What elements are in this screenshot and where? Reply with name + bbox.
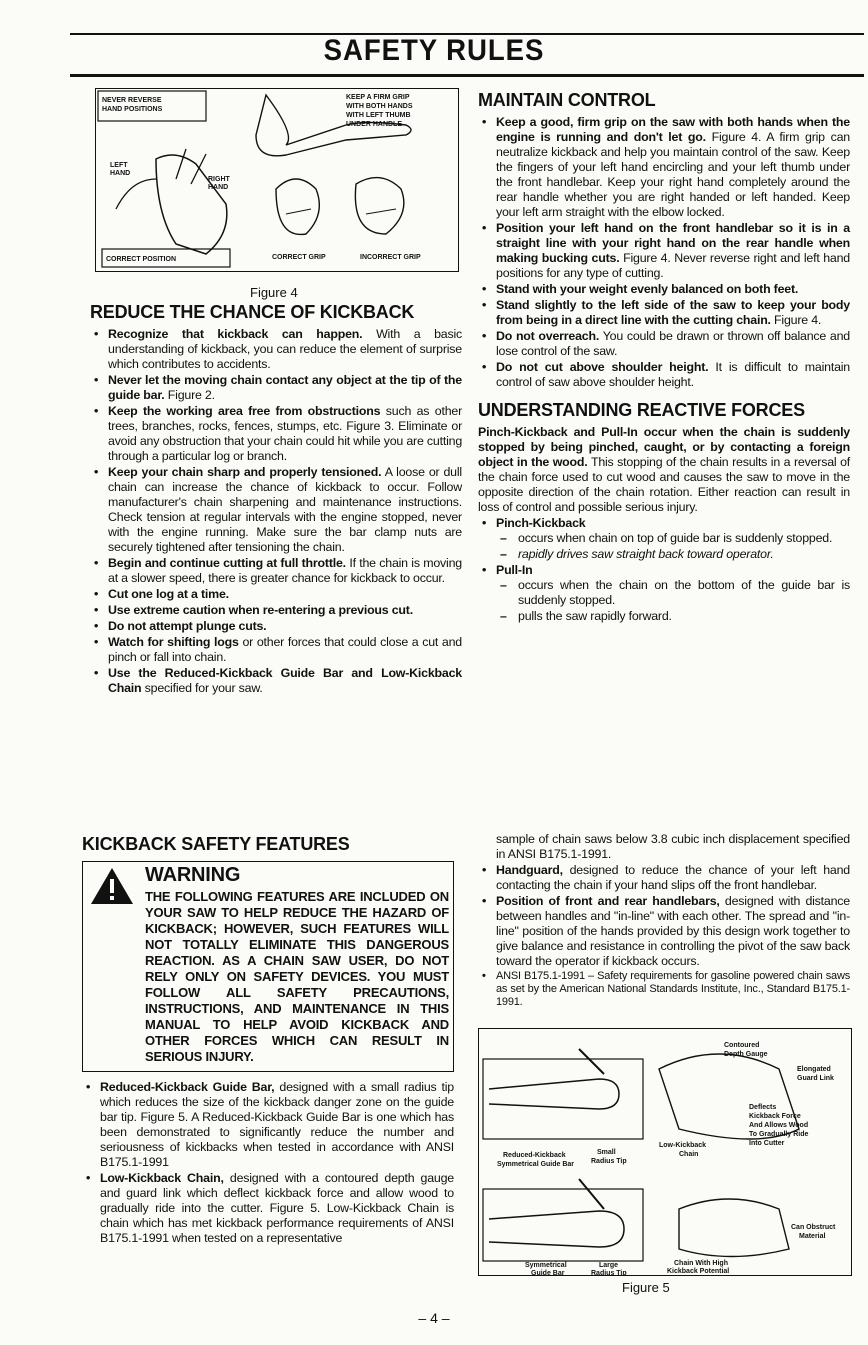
title-rule xyxy=(70,74,864,77)
never-reverse-label: NEVER REVERSE xyxy=(102,97,162,104)
safety-features-section xyxy=(82,832,454,1247)
svg-text:LEFT: LEFT xyxy=(110,162,128,169)
page-title: SAFETY RULES xyxy=(323,34,545,67)
list-item: • Handguard, designed to reduce the chance of your left hand contacting the chain if your hand slips off the front handlebar. xyxy=(478,863,850,893)
list-item: • Pinch-Kickback – occurs when chain on top of guide bar is suddenly stopped. – rapidly drives saw straight back toward operator. xyxy=(478,516,850,562)
warning-triangle-icon xyxy=(89,866,135,906)
svg-text:Chain With High: Chain With High xyxy=(674,1260,728,1267)
list-item: • Pull-In – occurs when the chain on the bottom of the guide bar is suddenly stopped. – pulls the saw rapidly forward. xyxy=(478,563,850,624)
svg-text:Kickback Force: Kickback Force xyxy=(749,1113,801,1120)
figure-4-illustration xyxy=(95,88,459,272)
svg-text:KEEP A FIRM GRIP: KEEP A FIRM GRIP xyxy=(346,94,410,101)
svg-text:To Gradually Ride: To Gradually Ride xyxy=(749,1131,809,1138)
svg-text:Low-Kickback: Low-Kickback xyxy=(659,1142,707,1149)
list-item: • Never let the moving chain contact any object at the tip of the guide bar. Figure 2. xyxy=(90,373,462,403)
safety-features-continued xyxy=(478,832,850,1010)
list-item: • Reduced-Kickback Guide Bar, designed with a small radius tip which reduces the size of the kickback danger zone on the guide bar tip. Figure 5. A Reduced-Kickback Guide Bar is one which has been demonstrated to significantly reduce the number and seriousness of kickbacks when tested in accordance with ANSI B175.1-1991 xyxy=(82,1080,454,1170)
features-list-continued xyxy=(478,863,850,1009)
kickback-list xyxy=(90,327,462,696)
warning-box xyxy=(82,861,454,1072)
svg-text:Elongated: Elongated xyxy=(797,1066,831,1073)
maintain-control-heading: MAINTAIN CONTROL xyxy=(478,90,656,110)
kickback-heading: REDUCE THE CHANCE OF KICKBACK xyxy=(90,302,415,322)
list-item: • Stand with your weight evenly balanced on both feet. xyxy=(478,282,850,297)
figure-4-caption: Figure 4 xyxy=(250,285,298,300)
features-heading: KICKBACK SAFETY FEATURES xyxy=(82,834,350,854)
svg-text:Can Obstruct: Can Obstruct xyxy=(791,1224,836,1231)
figure-5-illustration xyxy=(478,1028,852,1276)
warning-text: THE FOLLOWING FEATURES ARE INCLUDED ON YOUR SAW TO HELP REDUCE THE HAZARD OF KICKBACK; HOWEVER, SUCH FEATURES WILL NOT TOTALLY ELIMINATE THIS DANGEROUS REACTION. AS A CHAIN SAW USER, DO NOT RELY ONLY ON SAFETY DEVICES. YOU MUST FOLLOW ALL SAFETY PRECAUTIONS, INSTRUCTIONS, AND MAINTENANCE IN THIS MANUAL TO HELP AVOID KICKBACK AND OTHER FORCES WHICH CAN RESULT IN SERIOUS INJURY. xyxy=(145,889,449,1064)
list-item: • Position of front and rear handlebars, designed with distance between handles and "in-line" with each other. The spread and "in-line" position of the hands provided by this design work together to give balance and resistance in controlling the pivot of the saw back toward the operator if kickback occurs. xyxy=(478,894,850,969)
svg-text:Symmetrical: Symmetrical xyxy=(525,1262,567,1269)
svg-text:Radius Tip: Radius Tip xyxy=(591,1270,627,1275)
list-item: – occurs when the chain on the bottom of the guide bar is suddenly stopped. xyxy=(500,578,850,608)
list-item: • Keep your chain sharp and properly tensioned. A loose or dull chain can increase the chance of kickback to occur. Follow manufacturer's chain sharpening and maintenance instructions. Check tension at regular intervals with the engine stopped, never with the engine running. Make sure the bar clamp nuts are securely tightened after tensioning the chain. xyxy=(90,465,462,555)
svg-text:WITH BOTH HANDS: WITH BOTH HANDS xyxy=(346,103,413,110)
reactive-list xyxy=(478,516,850,624)
svg-text:Kickback Potential: Kickback Potential xyxy=(667,1268,730,1275)
list-item: • Do not cut above shoulder height. It is difficult to maintain control of saw above shoulder height. xyxy=(478,360,850,390)
list-item: – occurs when chain on top of guide bar is suddenly stopped. xyxy=(500,531,850,546)
list-item: • Stand slightly to the left side of the saw to keep your body from being in a direct line with the cutting chain. Figure 4. xyxy=(478,298,850,328)
list-item: – rapidly drives saw straight back toward operator. xyxy=(500,547,850,562)
svg-text:HAND POSITIONS: HAND POSITIONS xyxy=(102,106,163,113)
svg-text:Reduced-Kickback: Reduced-Kickback xyxy=(503,1152,566,1159)
control-and-forces-section xyxy=(478,88,850,625)
list-item: • Use the Reduced-Kickback Guide Bar and Low-Kickback Chain specified for your saw. xyxy=(90,666,462,696)
svg-text:Guard Link: Guard Link xyxy=(797,1075,834,1082)
svg-text:Large: Large xyxy=(599,1262,619,1269)
reactive-intro: Pinch-Kickback and Pull-In occur when the chain is suddenly stopped by being pinched, caught, or by contacting a foreign object in the wood. This stopping of the chain results in a reversal of the chain force used to cut wood and causes the saw to move in the opposite direction of the chain rotation. Either reaction can result in loss of control and possible serious injury. xyxy=(478,425,850,514)
svg-text:Symmetrical Guide Bar: Symmetrical Guide Bar xyxy=(497,1161,575,1168)
page-number: – 4 – xyxy=(418,1310,450,1326)
continued-text: sample of chain saws below 3.8 cubic inch displacement specified in ANSI B175.1-1991. xyxy=(496,832,850,861)
svg-text:HAND: HAND xyxy=(208,184,229,191)
hand-position-drawing xyxy=(96,89,458,271)
list-item: • ANSI B175.1-1991 – Safety requirements for gasoline powered chain saws as set by the American National Standards Institute, Inc., Standard B175.1-1991. xyxy=(478,970,850,1009)
list-item: • Begin and continue cutting at full throttle. If the chain is moving at a slower speed, there is greater chance for kickback to occur. xyxy=(90,556,462,586)
list-item: • Keep the working area free from obstructions such as other trees, branches, rocks, fences, stumps, etc. Figure 3. Eliminate or avoid any obstruction that your chain could hit while you are cutting through a particular log or branch. xyxy=(90,404,462,464)
svg-text:HAND: HAND xyxy=(110,170,131,177)
list-item: – pulls the saw rapidly forward. xyxy=(500,609,850,624)
reactive-forces-heading: UNDERSTANDING REACTIVE FORCES xyxy=(478,400,805,420)
svg-text:UNDER HANDLE: UNDER HANDLE xyxy=(346,121,402,128)
list-item: • Low-Kickback Chain, designed with a contoured depth gauge and guard link which deflect kickback force and allow wood to gradually ride into the cutter. Figure 5. Low-Kickback Chain is chain which has met kickback performance requirements of ANSI B175.1-1991 when tested on a representative xyxy=(82,1171,454,1246)
svg-text:INCORRECT GRIP: INCORRECT GRIP xyxy=(360,254,421,261)
list-item: • Keep a good, firm grip on the saw with both hands when the engine is running and don't let go. Figure 4. A firm grip can neutralize kickback and help you maintain control of the saw. Keep the fingers of your left hand encircling and your left thumb under the front handlebar. Keep your right hand completely around the rear handle whether you are right handed or left handed. Keep your left arm straight with the elbow locked. xyxy=(478,115,850,220)
list-item: • Watch for shifting logs or other forces that could close a cut and pinch or fall into chain. xyxy=(90,635,462,665)
list-item: • Do not attempt plunge cuts. xyxy=(90,619,462,634)
svg-text:Small: Small xyxy=(597,1149,616,1156)
svg-text:And Allows Wood: And Allows Wood xyxy=(749,1122,809,1129)
guide-bar-drawing xyxy=(479,1029,851,1275)
list-item: • Do not overreach. You could be drawn or thrown off balance and lose control of the saw. xyxy=(478,329,850,359)
svg-text:WITH LEFT THUMB: WITH LEFT THUMB xyxy=(346,112,411,119)
svg-text:CORRECT GRIP: CORRECT GRIP xyxy=(272,254,326,261)
list-item: • Position your left hand on the front handlebar so it is in a straight line with your right hand on the rear handle when making bucking cuts. Figure 4. Never reverse right and left hand positions for any type of cutting. xyxy=(478,221,850,281)
svg-text:Radius Tip: Radius Tip xyxy=(591,1158,627,1165)
svg-text:CORRECT POSITION: CORRECT POSITION xyxy=(106,256,177,263)
list-item: • Cut one log at a time. xyxy=(90,587,462,602)
figure-5-caption: Figure 5 xyxy=(622,1280,670,1295)
list-item: • Recognize that kickback can happen. With a basic understanding of kickback, you can reduce the element of surprise which contributes to accidents. xyxy=(90,327,462,372)
features-list xyxy=(82,1080,454,1246)
list-item: • Use extreme caution when re-entering a previous cut. xyxy=(90,603,462,618)
control-list xyxy=(478,115,850,390)
svg-text:Depth Gauge: Depth Gauge xyxy=(724,1051,768,1058)
svg-text:Deflects: Deflects xyxy=(749,1104,777,1111)
svg-text:Into Cutter: Into Cutter xyxy=(749,1140,785,1147)
svg-text:Guide Bar: Guide Bar xyxy=(531,1270,565,1275)
svg-text:Contoured: Contoured xyxy=(724,1042,760,1049)
kickback-section xyxy=(90,300,462,697)
svg-text:Material: Material xyxy=(799,1233,826,1240)
svg-text:Chain: Chain xyxy=(679,1151,699,1158)
svg-text:RIGHT: RIGHT xyxy=(208,176,230,183)
warning-title: WARNING xyxy=(145,864,241,886)
